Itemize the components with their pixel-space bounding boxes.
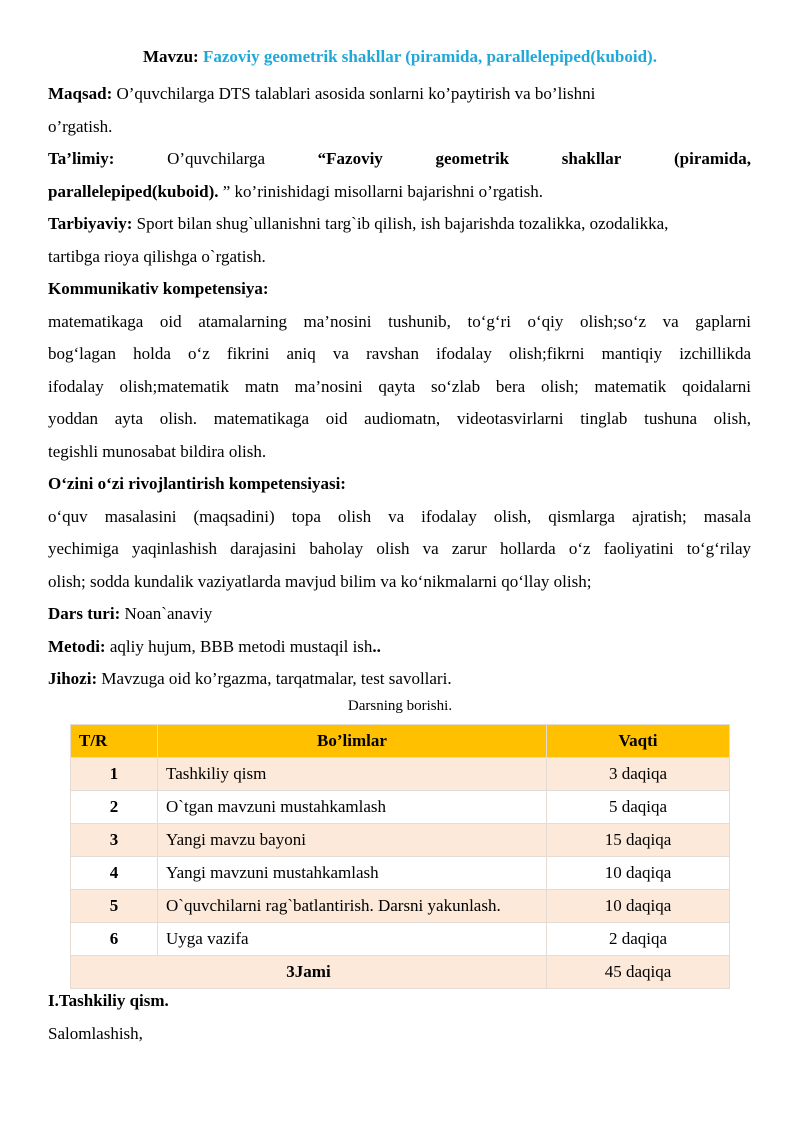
educational-word-3: geometrik (435, 149, 510, 168)
educational-line-2-rest: ” ko’rinishidagi misollarni bajarishni o’rgatish. (218, 181, 544, 201)
table-caption: Darsning borishi. (347, 698, 453, 714)
table-total-row (71, 956, 730, 989)
goal-line-1: O’quvchilarga DTS talablari asosida sonlarni ko’paytirish va bo’lishni (116, 84, 596, 103)
educational-word-2: “Fazoviy (317, 149, 383, 168)
upbringing-section (48, 208, 751, 273)
communicative-section (48, 273, 751, 468)
method-label: Metodi: (48, 636, 106, 656)
row-number: 4 (71, 857, 158, 890)
upbringing-line-1: Sport bilan shug`ullanishni targ`ib qilish, ish bajarishda tozalikka, ozodalikka, (136, 214, 669, 233)
row-number: 6 (71, 923, 158, 956)
communicative-heading: Kommunikativ kompetensiya: (48, 279, 269, 298)
self-development-section (48, 468, 751, 598)
educational-label: Ta’limiy: (48, 149, 115, 168)
title-topic: Fazoviy geometrik shakllar (piramida, parallelepiped(kuboid). (202, 47, 657, 66)
row-section: O`quvchilarni rag`batlantirish. Darsni yakunlash. (158, 890, 547, 923)
lesson-type-label: Dars turi: (48, 604, 121, 623)
header-cell-sections: Bo’limlar (158, 725, 547, 758)
self-development-heading: O‘zini o‘zi rivojlantirish kompetensiyasi: (48, 474, 346, 493)
row-time: 2 daqiqa (547, 923, 730, 956)
table-row (71, 758, 730, 791)
lesson-type-value: Noan`anaviy (124, 604, 213, 623)
row-number: 5 (71, 890, 158, 923)
section-heading: I.Tashkiliy qism. (48, 991, 169, 1010)
table-row (71, 824, 730, 857)
communicative-line: tegishli munosabat bildira olish. (48, 441, 267, 461)
upbringing-line-2: tartibga rioya qilishga o`rgatish. (48, 246, 266, 266)
table-row (71, 857, 730, 890)
table-header-row (71, 725, 730, 758)
row-time: 3 daqiqa (547, 758, 730, 791)
total-label: 3Jami (71, 956, 547, 989)
row-time: 10 daqiqa (547, 890, 730, 923)
goal-label: Maqsad: (48, 84, 113, 103)
goal-line-2: o’rgatish. (48, 116, 113, 136)
educational-word-4: shakllar (561, 149, 622, 168)
table-row (71, 791, 730, 824)
row-section: Tashkiliy qism (158, 758, 547, 791)
goal-section (48, 78, 751, 143)
row-number: 1 (71, 758, 158, 791)
row-section: O`tgan mavzuni mustahkamlash (158, 791, 547, 824)
lesson-title (0, 47, 800, 67)
educational-word-5: (piramida, (674, 149, 751, 168)
header-cell-number: T/R (71, 725, 158, 758)
educational-section (48, 143, 751, 208)
header-cell-time: Vaqti (547, 725, 730, 758)
row-number: 2 (71, 791, 158, 824)
table-row (71, 890, 730, 923)
greeting-text: Salomlashish, (48, 1023, 143, 1043)
self-development-line: o‘quv masalasini (maqsadini) topa olish va ifodalay olish, qismlarga ajratish; masala (48, 506, 751, 526)
table-row (71, 923, 730, 956)
self-development-line: olish; sodda kundalik vaziyatlarda mavjud bilim va ko‘nikmalarni qo‘llay olish; (48, 571, 592, 591)
row-time: 15 daqiqa (547, 824, 730, 857)
upbringing-label: Tarbiyaviy: (48, 214, 133, 233)
communicative-line: yoddan ayta olish. matematikaga oid audiomatn, videotasvirlarni tinglab tushuna olish, (48, 409, 751, 428)
row-time: 5 daqiqa (547, 791, 730, 824)
row-number: 3 (71, 824, 158, 857)
educational-word-1: O’quvchilarga (167, 149, 265, 168)
closing-section (48, 985, 751, 1050)
self-development-line: yechimiga yaqinlashish darajasini baholay olish va zarur hollarda o‘z faoliyatini to‘g‘rilay (48, 539, 751, 558)
row-section: Uyga vazifa (158, 923, 547, 956)
method-suffix: .. (372, 636, 381, 656)
row-section: Yangi mavzuni mustahkamlash (158, 857, 547, 890)
educational-line-2-bold: parallelepiped(kuboid). (48, 181, 219, 201)
row-section: Yangi mavzu bayoni (158, 824, 547, 857)
title-label: Mavzu: (143, 47, 199, 66)
equipment-value: Mavzuga oid ko’rgazma, tarqatmalar, test savollari. (101, 669, 452, 688)
communicative-line: bog‘lagan holda o‘z fikrini aniq va ravshan ifodalay olish;fikrni mantiqiy izchillikda (48, 344, 751, 363)
lesson-meta (48, 598, 751, 696)
communicative-line: matematikaga oid atamalarning ma’nosini tushunib, to‘g‘ri o‘qiy olish;so‘z va gaplarni (48, 311, 751, 331)
lesson-plan-table (70, 724, 730, 989)
total-value: 45 daqiqa (547, 956, 730, 989)
method-value: aqliy hujum, BBB metodi mustaqil ish (105, 636, 373, 656)
equipment-label: Jihozi: (48, 669, 98, 688)
communicative-line: ifodalay olish;matematik matn ma’nosini qayta so‘zlab bera olish; matematik qoidalarni (48, 376, 751, 396)
row-time: 10 daqiqa (547, 857, 730, 890)
